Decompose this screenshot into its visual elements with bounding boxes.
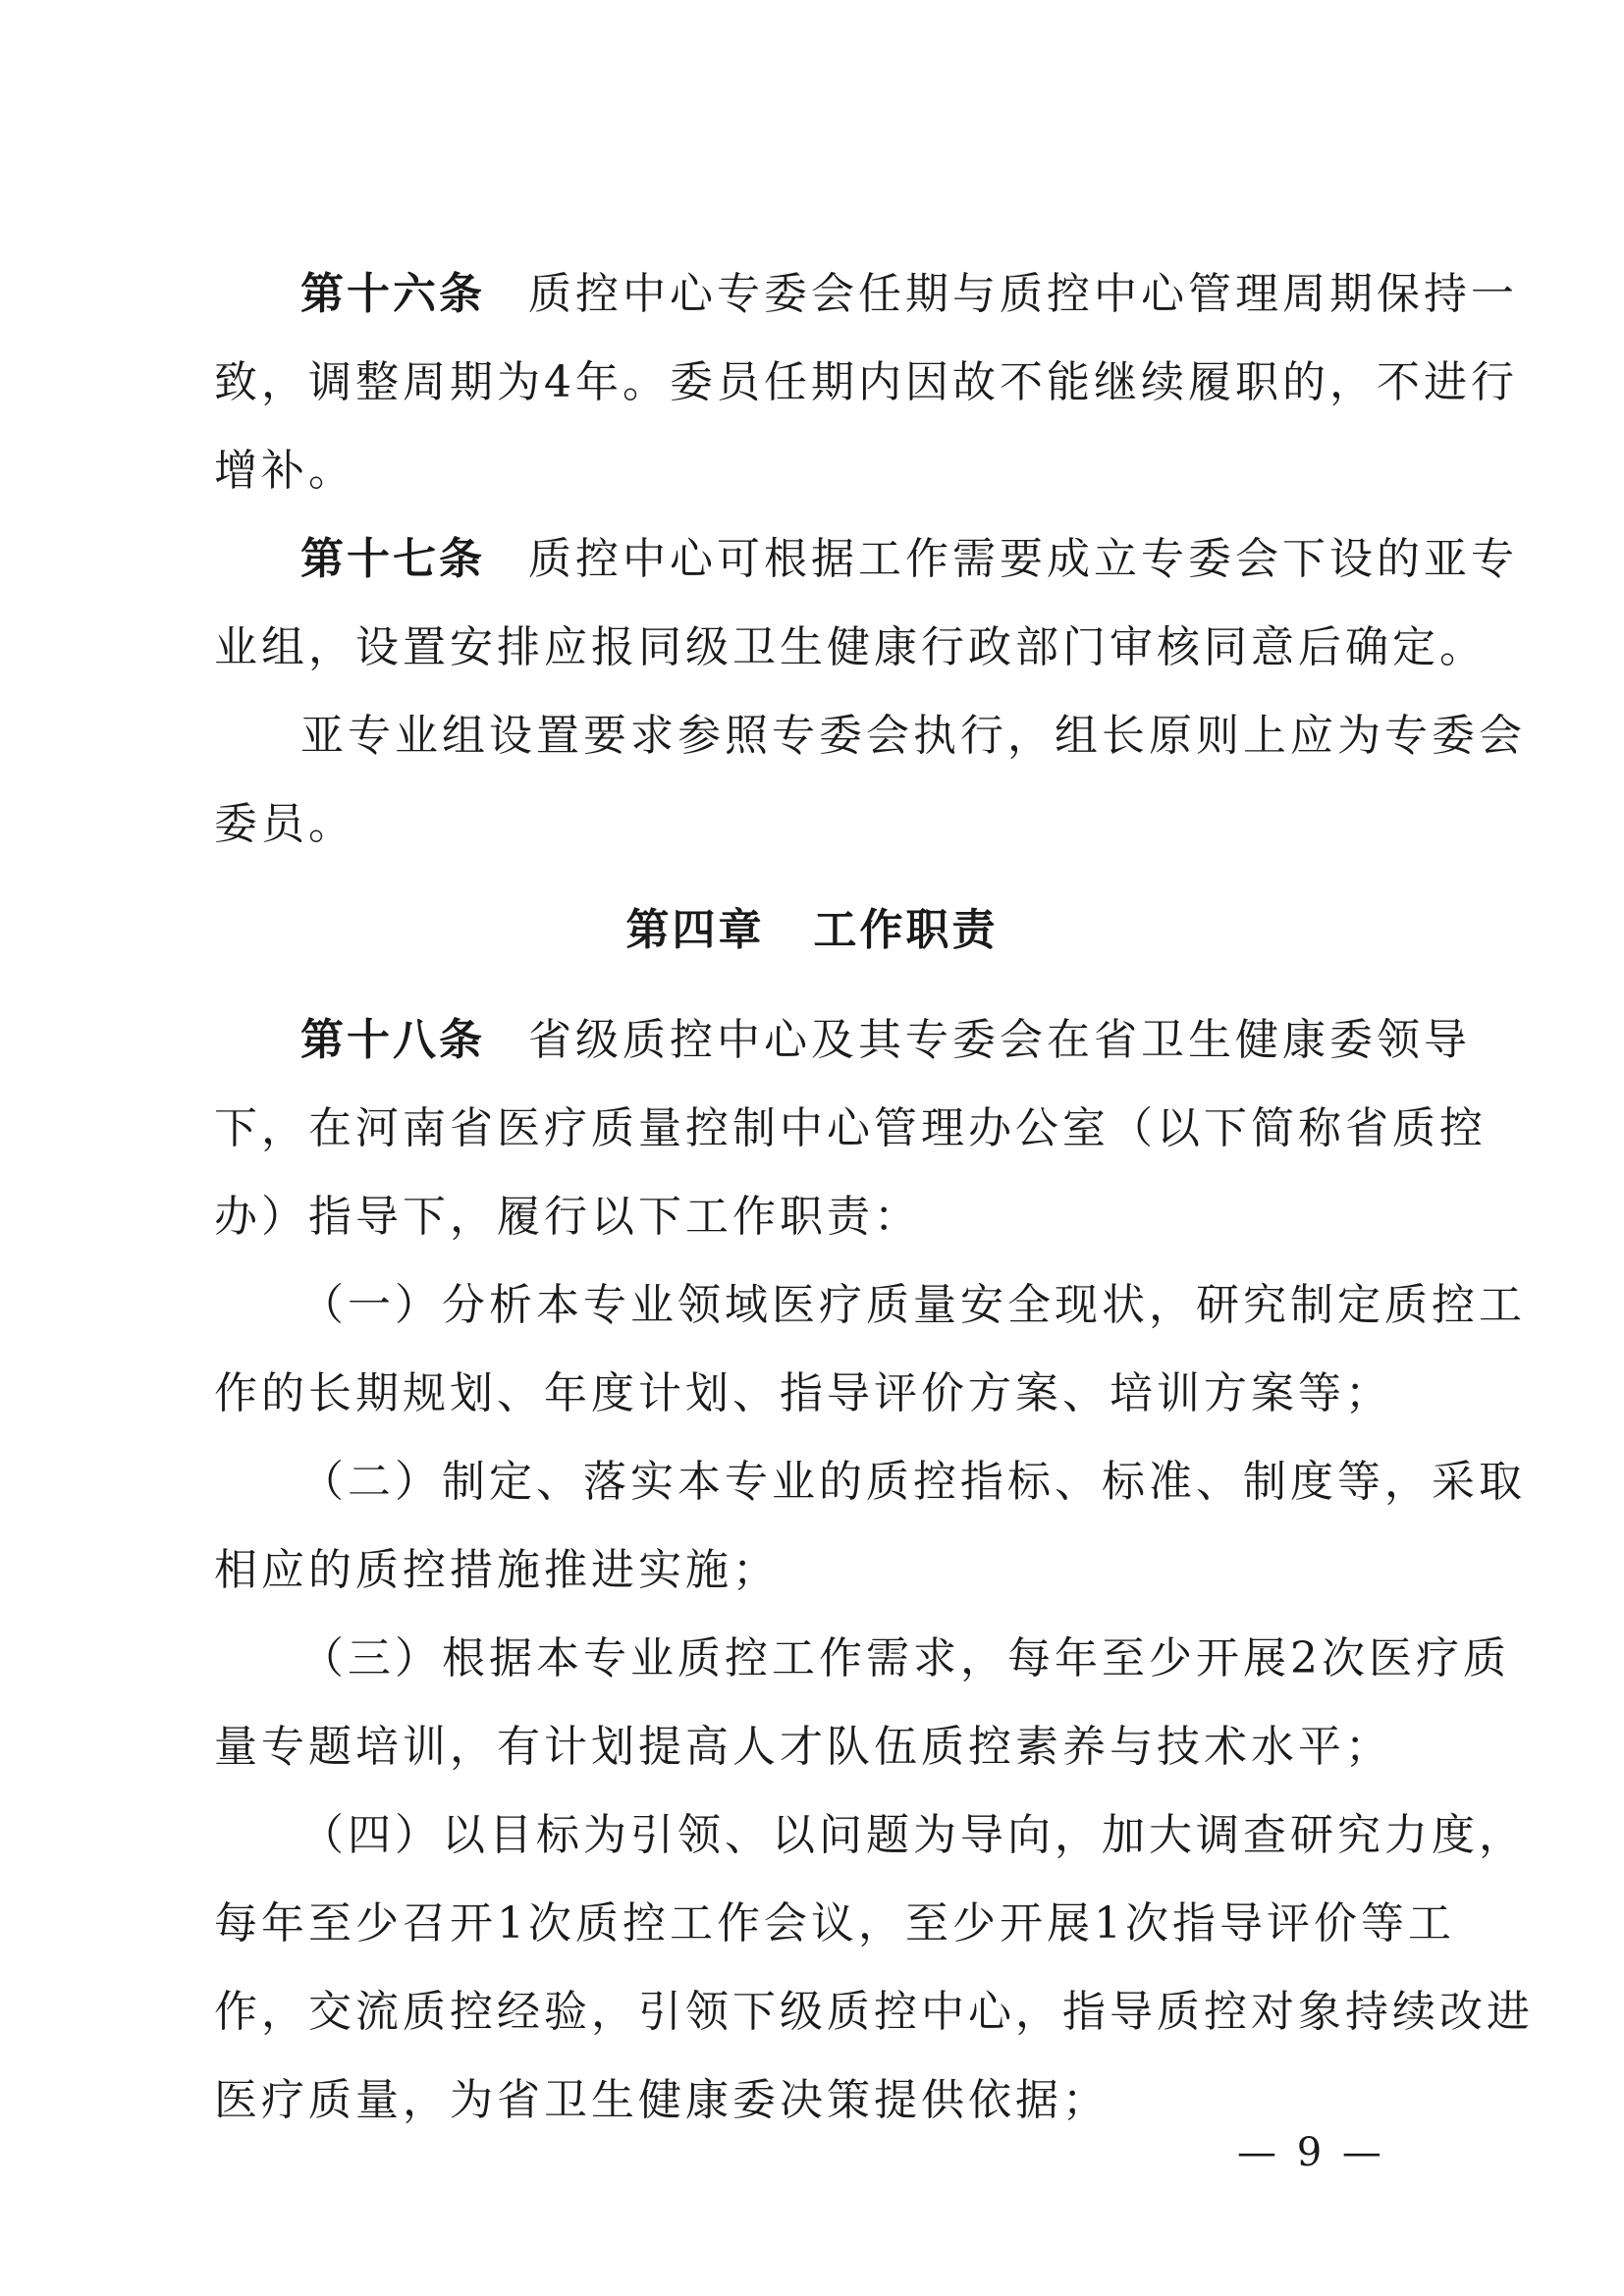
subgroup-paragraph-line-1: 亚专业组设置要求参照专委会执行，组长原则上应为专委会 xyxy=(300,711,1526,761)
article-17-label: 第十七条 xyxy=(300,534,485,584)
duty-4-line-4: 医疗质量，为省卫生健康委决策提供依据； xyxy=(214,2075,1110,2125)
article-16-line-2: 致，调整周期为4年。委员任期内因故不能继续履职的，不进行 xyxy=(214,357,1518,407)
article-17-text-1: 质控中心可根据工作需要成立专委会下设的亚专 xyxy=(528,534,1518,584)
article-16-label: 第十六条 xyxy=(300,269,485,319)
chapter-heading xyxy=(0,901,1624,960)
article-18-line-3: 办）指导下，履行以下工作职责： xyxy=(214,1192,921,1242)
subgroup-paragraph-line-2: 委员。 xyxy=(214,799,355,849)
article-17-line-1 xyxy=(300,530,1518,589)
article-16-line-1 xyxy=(300,265,1518,324)
article-18-label: 第十八条 xyxy=(300,1015,485,1065)
duty-4-line-1: （四）以目标为引领、以问题为导向，加大调查研究力度， xyxy=(300,1810,1526,1860)
duty-3-line-1: （三）根据本专业质控工作需求，每年至少开展2次医疗质 xyxy=(300,1633,1510,1683)
duty-4-line-3: 作，交流质控经验，引领下级质控中心，指导质控对象持续改进 xyxy=(214,1987,1534,2037)
duty-2-line-2: 相应的质控措施推进实施； xyxy=(214,1545,780,1595)
duty-1-line-1: （一）分析本专业领域医疗质量安全现状，研究制定质控工 xyxy=(300,1280,1526,1330)
duty-3-line-2: 量专题培训，有计划提高人才队伍质控素养与技术水平； xyxy=(214,1722,1392,1772)
article-18-line-2: 下，在河南省医疗质量控制中心管理办公室（以下简称省质控 xyxy=(214,1103,1487,1153)
duty-4-line-2: 每年至少召开1次质控工作会议，至少开展1次指导评价等工 xyxy=(214,1898,1455,1949)
article-17-line-2: 业组，设置安排应报同级卫生健康行政部门审核同意后确定。 xyxy=(214,622,1487,672)
chapter-number: 第四章 xyxy=(625,905,765,955)
article-18-text-1: 省级质控中心及其专委会在省卫生健康委领导 xyxy=(528,1015,1471,1065)
duty-2-line-1: （二）制定、落实本专业的质控指标、标准、制度等，采取 xyxy=(300,1457,1526,1507)
article-16-text-1: 质控中心专委会任期与质控中心管理周期保持一 xyxy=(528,269,1518,319)
duty-1-line-2: 作的长期规划、年度计划、指导评价方案、培训方案等； xyxy=(214,1368,1392,1418)
chapter-title: 工作职责 xyxy=(813,905,999,955)
page-number: — 9 — xyxy=(1237,2130,1385,2175)
article-16-line-3: 增补。 xyxy=(214,446,355,496)
article-18-line-1 xyxy=(300,1011,1471,1070)
